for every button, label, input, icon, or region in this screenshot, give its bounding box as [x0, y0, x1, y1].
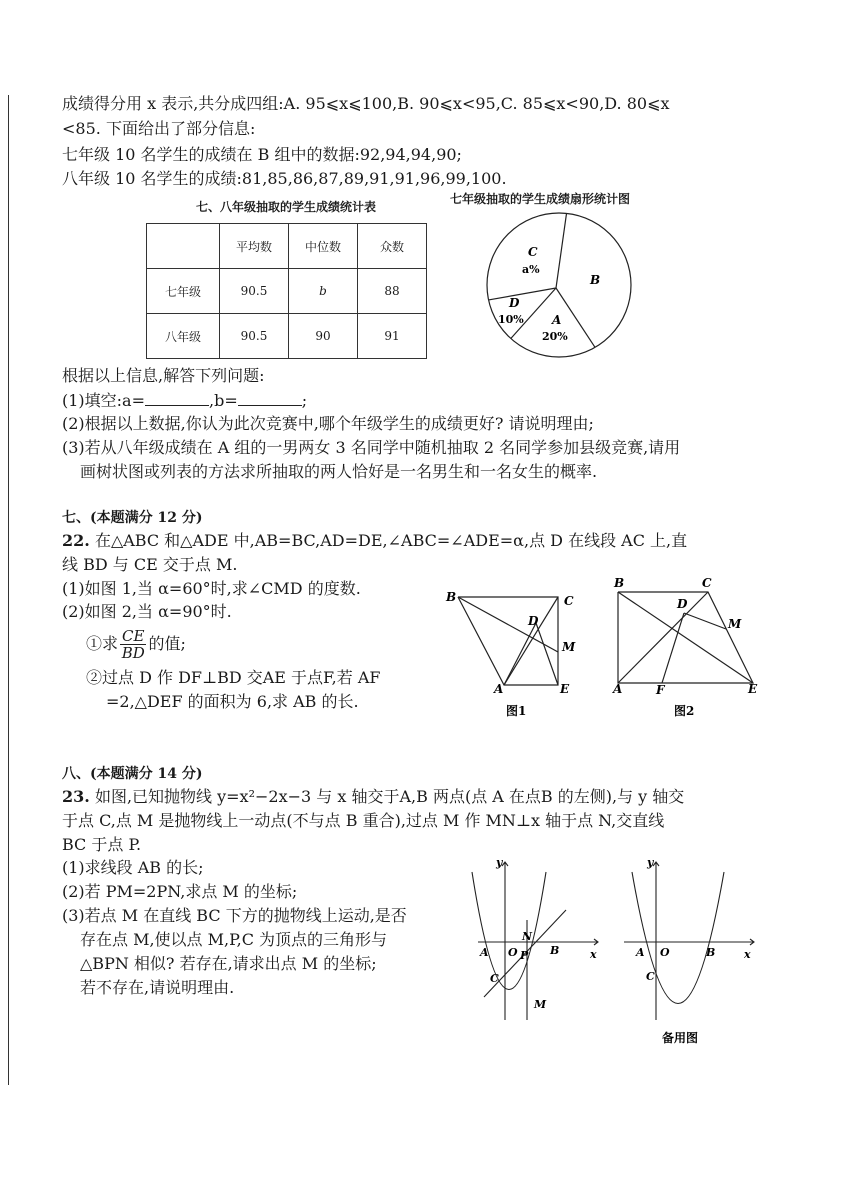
fig1-label-m: M [562, 640, 576, 654]
table-row [147, 314, 427, 359]
parabola-graph-2 [620, 852, 760, 1052]
table-header-row [147, 224, 427, 269]
stats-table [146, 223, 427, 359]
fig2-label-d: D [677, 597, 688, 611]
pie-label-d: D [509, 296, 520, 310]
table-header-cell [147, 224, 220, 269]
q23-line3: BC 于点 P. [62, 835, 142, 854]
graph2-label-c: C [646, 970, 655, 983]
graph1-label-p: P [520, 949, 529, 962]
pie-chart [486, 212, 632, 358]
intro-line-3: 七年级 10 名学生的成绩在 B 组中的数据:92,94,94,90; [62, 145, 462, 164]
q23-line2: 于点 C,点 M 是抛物线上一动点(不与点 B 重合),过点 M 作 MN⊥x 轴于点 N,交直线 [62, 811, 665, 830]
q22-part2b-line2: =2,△DEF 的面积为 6,求 AB 的长. [106, 692, 359, 711]
pie-value-a: 20% [542, 330, 568, 343]
q21-part2: (2)根据以上数据,你认为此次竞赛中,哪个年级学生的成绩更好? 请说明理由; [62, 414, 594, 433]
table-header-cell: 众数 [358, 224, 427, 269]
table-cell: 七年级 [147, 269, 220, 314]
q21-part1: (1)填空:a= ,b= ; [62, 391, 308, 410]
q23-part3-line3: △BPN 相似? 若存在,请求出点 M 的坐标; [80, 954, 377, 973]
table-cell: 91 [358, 314, 427, 359]
q22-part2b-line1: ②过点 D 作 DF⊥BD 交AE 于点F,若 AF [86, 668, 381, 687]
q21-part3-line2: 画树状图或列表的方法求所抽取的两人恰好是一名男生和一名女生的概率. [80, 462, 598, 481]
fig2-label-a: A [613, 682, 623, 696]
q23-part2: (2)若 PM=2PN,求点 M 的坐标; [62, 882, 298, 901]
table-cell: 90 [289, 314, 358, 359]
table-cell: 88 [358, 269, 427, 314]
graph2-label-a: A [636, 946, 645, 959]
graph1-label-o: O [508, 946, 518, 959]
graph1-label-b: B [550, 944, 560, 957]
figure-1-triangles [440, 585, 590, 725]
q22-part2a: ①求 $\frac{CE}{BD}$ 的值; [86, 627, 186, 662]
section7-title: 七、(本题满分 12 分) [62, 510, 203, 526]
graph2-label-x: x [744, 948, 751, 961]
table-header-cell: 中位数 [289, 224, 358, 269]
pie-slice-boundary [556, 213, 567, 288]
fraction-ce-bd: $\frac{CE}{BD}$ [121, 627, 145, 662]
q23-line1: 23. 如图,已知抛物线 y=x²−2x−3 与 x 轴交于A,B 两点(点 A 在点B 的左侧),与 y 轴交 [62, 787, 685, 806]
intro-line-2: <85. 下面给出了部分信息: [62, 119, 256, 138]
fig1-label-e: E [560, 682, 570, 696]
graph1-label-y: y [496, 856, 503, 869]
parabola-graph-1 [470, 852, 610, 1027]
intro-line-4: 八年级 10 名学生的成绩:81,85,86,87,89,91,91,96,99,100. [62, 169, 507, 188]
q22-part2: (2)如图 2,当 α=90°时. [62, 602, 232, 621]
q22-part1: (1)如图 1,当 α=60°时,求∠CMD 的度数. [62, 579, 361, 598]
q21-lead: 根据以上信息,解答下列问题: [62, 366, 265, 385]
fig2-label-f: F [656, 683, 665, 697]
table-cell: b [289, 269, 358, 314]
table-cell: 八年级 [147, 314, 220, 359]
section8-title: 八、(本题满分 14 分) [62, 766, 203, 782]
fig1-label-a: A [494, 682, 504, 696]
graph2-label-b: B [706, 946, 716, 959]
pie-label-a: A [552, 313, 562, 327]
fig2-label-e: E [748, 682, 758, 696]
pie-slice-boundary [489, 288, 556, 300]
graph1-label-x: x [590, 948, 597, 961]
graph2-label-o: O [660, 946, 670, 959]
fig2-label-b: B [614, 576, 625, 590]
graph1-label-m: M [534, 998, 547, 1011]
q22-line1: 22. 在△ABC 和△ADE 中,AB=BC,AD=DE,∠ABC=∠ADE=α,点 D 在线段 AC 上,直 [62, 531, 688, 550]
left-margin-rule [8, 95, 9, 1085]
fig1-label-d: D [528, 614, 539, 628]
fig1-label-b: B [446, 590, 457, 604]
intro-line-1: 成绩得分用 x 表示,共分成四组:A. 95⩽x⩽100,B. 90⩽x<95,C. 85⩽x<90,D. 80⩽x [62, 94, 670, 113]
table-cell: 90.5 [220, 269, 289, 314]
fig1-label-c: C [564, 594, 574, 608]
answer-blank-b[interactable] [238, 389, 302, 406]
graph2-caption: 备用图 [662, 1031, 699, 1045]
pie-label-b: B [590, 273, 601, 287]
table-header-cell: 平均数 [220, 224, 289, 269]
q23-part3-line4: 若不存在,请说明理由. [80, 978, 235, 997]
q23-part3-line2: 存在点 M,使以点 M,P,C 为顶点的三角形与 [80, 930, 388, 949]
pie-label-c: C [528, 245, 538, 259]
graph1-label-n: N [522, 930, 533, 943]
table-caption: 七、八年级抽取的学生成绩统计表 [196, 200, 377, 214]
q21-part3-line1: (3)若从八年级成绩在 A 组的一男两女 3 名同学中随机抽取 2 名同学参加县级竞赛,请用 [62, 438, 681, 457]
figure-2-triangles [610, 575, 770, 725]
pie-value-d: 10% [498, 313, 524, 326]
q22-line2: 线 BD 与 CE 交于点 M. [62, 555, 238, 574]
fig2-label-m: M [728, 617, 742, 631]
q23-part1: (1)求线段 AB 的长; [62, 858, 204, 877]
graph2-label-y: y [647, 856, 654, 869]
table-row [147, 269, 427, 314]
graph1-label-c: C [490, 972, 499, 985]
graph1-label-a: A [480, 946, 489, 959]
q23-part3-line1: (3)若点 M 在直线 BC 下方的抛物线上运动,是否 [62, 906, 407, 925]
fig1-caption: 图1 [506, 704, 527, 718]
fig2-caption: 图2 [674, 704, 695, 718]
fig2-label-c: C [702, 576, 712, 590]
answer-blank-a[interactable] [145, 389, 209, 406]
table-cell: 90.5 [220, 314, 289, 359]
pie-value-c: a% [522, 263, 540, 276]
pie-caption: 七年级抽取的学生成绩扇形统计图 [450, 192, 631, 206]
